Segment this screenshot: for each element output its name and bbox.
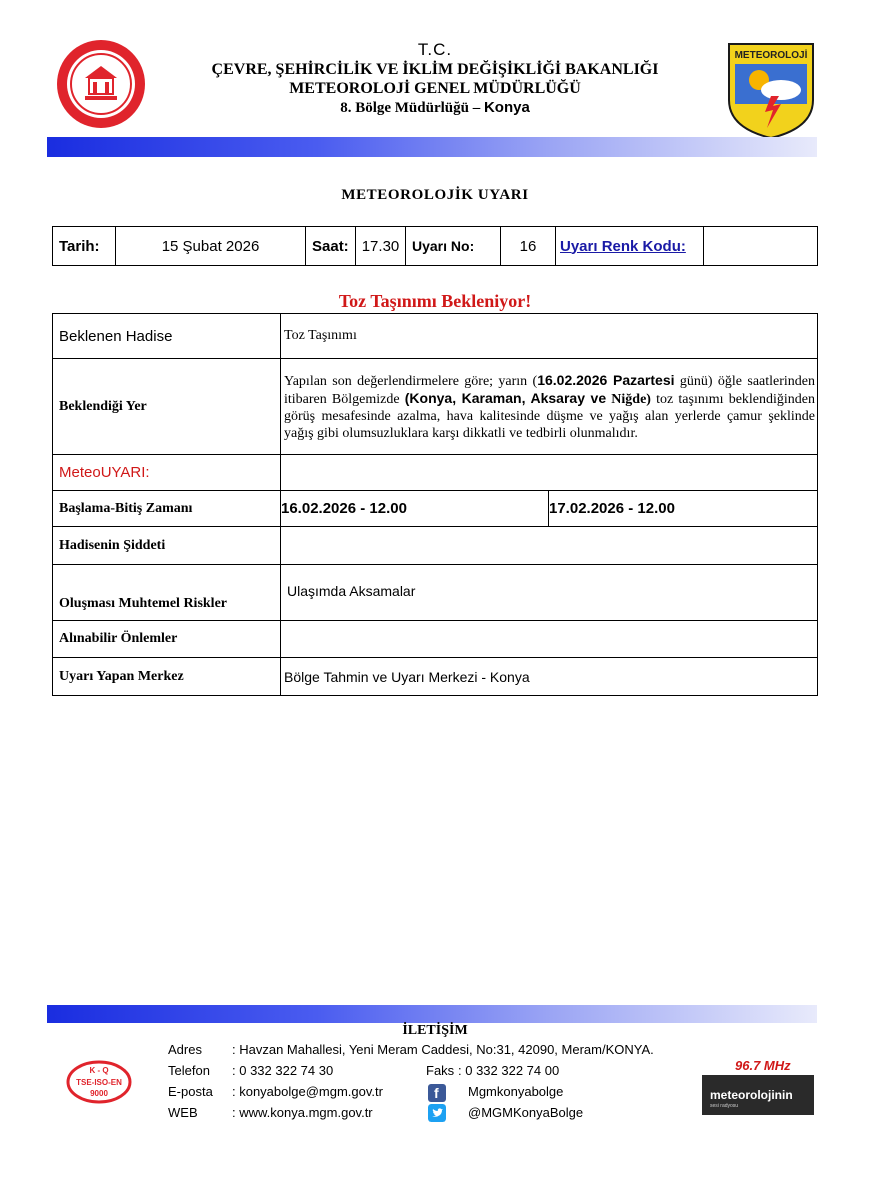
phone-value: : 0 332 322 74 30 <box>232 1063 334 1078</box>
table-row <box>53 527 818 565</box>
header-title-block <box>150 40 720 118</box>
header-region-prefix: 8. Bölge Müdürlüğü – <box>340 100 484 116</box>
color-code-link[interactable]: Uyarı Renk Kodu: <box>556 227 704 266</box>
radio-name: meteorolojinin <box>710 1088 793 1102</box>
email-label: E-posta <box>168 1084 213 1099</box>
phone-label: Telefon <box>168 1063 210 1078</box>
facebook-link[interactable]: Mgmkonyabolge <box>468 1084 564 1099</box>
center-label: Uyarı Yapan Merkez <box>53 658 281 696</box>
address-label: Adres <box>168 1042 202 1057</box>
fax-label: Faks <box>426 1063 455 1078</box>
date-label: Tarih: <box>53 227 116 266</box>
severity-value <box>281 527 818 565</box>
risks-value: Ulaşımda Aksamalar <box>281 565 818 621</box>
table-row <box>53 658 818 696</box>
meteoroloji-logo <box>725 40 817 140</box>
table-row <box>53 359 818 455</box>
place-text-part: günü) öğle saatlerinden itibaren Bölgemizde <box>284 373 815 407</box>
severity-label: Hadisenin Şiddeti <box>53 527 281 565</box>
twitter-icon[interactable] <box>428 1104 446 1122</box>
measures-label: Alınabilir Önlemler <box>53 621 281 658</box>
warning-subtitle: Toz Taşınımı Bekleniyor! <box>338 291 532 311</box>
web-label: WEB <box>168 1105 198 1120</box>
end-time-value: 17.02.2026 - 12.00 <box>549 491 818 527</box>
radio-frequency: 96.7 MHz <box>735 1058 791 1073</box>
footer-contact-title: İLETİŞİM <box>402 1023 468 1038</box>
ministry-seal-logo <box>55 38 147 130</box>
place-description <box>281 359 818 455</box>
twitter-link[interactable]: @MGMKonyaBolge <box>468 1105 584 1120</box>
risks-label: Oluşması Muhtemel Riskler <box>53 565 281 621</box>
radio-logo <box>702 1075 814 1115</box>
header-region-city: Konya <box>483 99 530 116</box>
warning-no-value: 16 <box>501 227 556 266</box>
tse-line3: 9000 <box>90 1089 108 1098</box>
meteouyari-value <box>281 455 818 491</box>
place-cities-bold: (Konya, Karaman, Aksaray ve <box>404 389 607 406</box>
event-value: Toz Taşınımı <box>281 314 818 359</box>
time-label: Saat: <box>306 227 356 266</box>
warning-details-table <box>52 313 818 696</box>
address-value: : Havzan Mahallesi, Yeni Meram Caddesi, No:31, 42090, Meram/KONYA. <box>232 1042 654 1057</box>
time-value: 17.30 <box>356 227 406 266</box>
document-title: METEOROLOJİK UYARI <box>341 187 529 203</box>
color-code-value <box>704 227 818 266</box>
center-value: Bölge Tahmin ve Uyarı Merkezi - Konya <box>281 658 818 696</box>
place-label: Beklendiği Yer <box>53 359 281 455</box>
date-value: 15 Şubat 2026 <box>116 227 306 266</box>
header-line-ministry: ÇEVRE, ŞEHİRCİLİK VE İKLİM DEĞİŞİKLİĞİ BAKANLIĞI <box>211 61 659 78</box>
measures-value <box>281 621 818 658</box>
place-city-nigde: Niğde) <box>606 391 651 407</box>
header-gradient-bar <box>47 137 817 157</box>
place-date-bold: 16.02.2026 Pazartesi <box>537 371 675 388</box>
email-link[interactable]: : konyabolge@mgm.gov.tr <box>232 1084 383 1099</box>
meteouyari-label: MeteoUYARI: <box>53 455 281 491</box>
time-range-label: Başlama-Bitiş Zamanı <box>53 491 281 527</box>
table-row <box>53 455 818 491</box>
header-line-region <box>150 98 720 118</box>
header-line-directorate: METEOROLOJİ GENEL MÜDÜRLÜĞÜ <box>289 80 581 97</box>
table-row <box>53 565 818 621</box>
facebook-icon[interactable]: f <box>428 1084 446 1102</box>
fax-value: : 0 332 322 74 00 <box>458 1063 560 1078</box>
table-row <box>53 491 818 527</box>
event-label: Beklenen Hadise <box>53 314 281 359</box>
warning-no-label: Uyarı No: <box>406 227 501 266</box>
tse-certification-logo <box>66 1059 132 1105</box>
radio-subtitle: sesi radyosu <box>710 1103 739 1109</box>
meteoroloji-logo-text: METEOROLOJİ <box>734 50 808 61</box>
warning-info-table <box>52 226 818 266</box>
table-row <box>53 621 818 658</box>
place-text-part: toz taşınımı beklendiğinden görüş mesafesinde azalma, hava kalitesinde düşme ve yağış alan yerlerde çamur şeklinde yağış gibi olumsuzluklara karşı dikkatli ve tedbirli olunmalıdır. <box>284 391 815 441</box>
footer-gradient-bar <box>47 1005 817 1023</box>
header-line-tc: T.C. <box>417 40 453 59</box>
start-time-value: 16.02.2026 - 12.00 <box>281 491 549 527</box>
tse-line2: TSE-ISO-EN <box>76 1078 122 1087</box>
place-text-part: Yapılan son değerlendirmelere göre; yarın ( <box>284 373 538 389</box>
table-row <box>53 314 818 359</box>
tse-line1: K - Q <box>89 1066 109 1075</box>
web-link[interactable]: : www.konya.mgm.gov.tr <box>232 1105 373 1120</box>
